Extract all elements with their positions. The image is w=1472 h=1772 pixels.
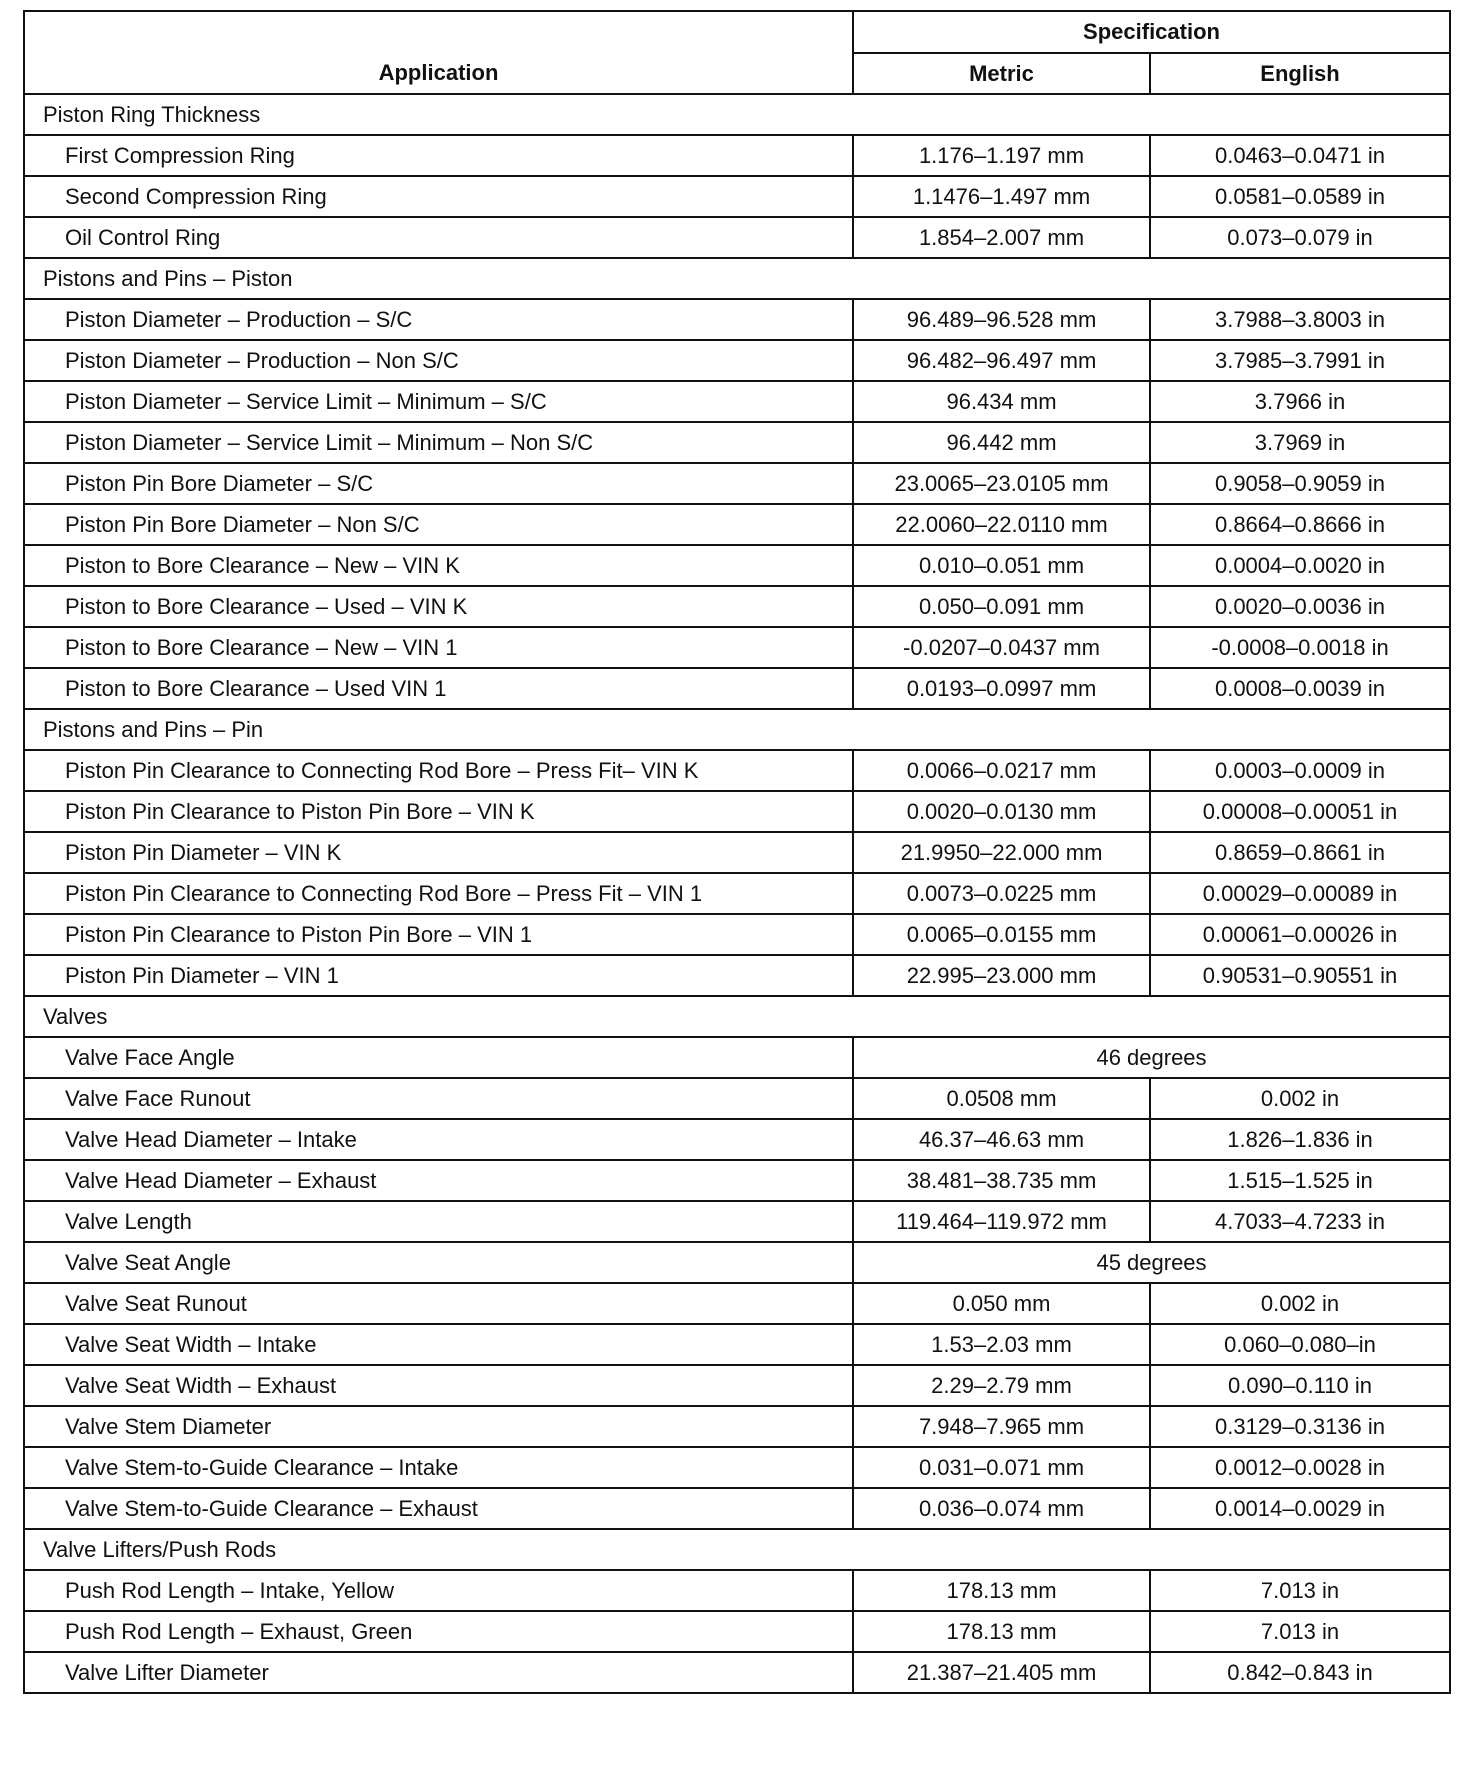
- application-column-header: Application: [24, 11, 853, 94]
- application-cell: First Compression Ring: [24, 135, 853, 176]
- table-row: [24, 627, 1450, 668]
- application-cell: Piston to Bore Clearance – New – VIN 1: [24, 627, 853, 668]
- metric-cell: 23.0065–23.0105 mm: [853, 463, 1150, 504]
- english-cell: 4.7033–4.7233 in: [1150, 1201, 1450, 1242]
- application-cell: Push Rod Length – Intake, Yellow: [24, 1570, 853, 1611]
- application-cell: Piston Pin Clearance to Connecting Rod Bore – Press Fit – VIN 1: [24, 873, 853, 914]
- combined-spec-cell: 46 degrees: [853, 1037, 1450, 1078]
- english-cell: 0.060–0.080–in: [1150, 1324, 1450, 1365]
- application-cell: Valve Stem Diameter: [24, 1406, 853, 1447]
- table-row: [24, 1570, 1450, 1611]
- metric-cell: 22.0060–22.0110 mm: [853, 504, 1150, 545]
- metric-cell: 22.995–23.000 mm: [853, 955, 1150, 996]
- table-row: [24, 586, 1450, 627]
- table-row: [24, 1078, 1450, 1119]
- english-cell: 0.0004–0.0020 in: [1150, 545, 1450, 586]
- metric-cell: 119.464–119.972 mm: [853, 1201, 1150, 1242]
- table-row: [24, 463, 1450, 504]
- application-cell: Valve Seat Angle: [24, 1242, 853, 1283]
- application-cell: Valve Seat Width – Exhaust: [24, 1365, 853, 1406]
- english-cell: 3.7985–3.7991 in: [1150, 340, 1450, 381]
- application-cell: Valve Head Diameter – Exhaust: [24, 1160, 853, 1201]
- section-title: Pistons and Pins – Pin: [24, 709, 1450, 750]
- table-row: [24, 340, 1450, 381]
- metric-cell: 0.0073–0.0225 mm: [853, 873, 1150, 914]
- english-cell: 1.515–1.525 in: [1150, 1160, 1450, 1201]
- english-cell: -0.0008–0.0018 in: [1150, 627, 1450, 668]
- application-cell: Piston Pin Clearance to Piston Pin Bore – VIN 1: [24, 914, 853, 955]
- table-row: [24, 955, 1450, 996]
- english-cell: 0.090–0.110 in: [1150, 1365, 1450, 1406]
- table-row: [24, 1406, 1450, 1447]
- metric-cell: 38.481–38.735 mm: [853, 1160, 1150, 1201]
- table-row: [24, 1488, 1450, 1529]
- table-row: [24, 1160, 1450, 1201]
- application-cell: Piston Pin Clearance to Piston Pin Bore – VIN K: [24, 791, 853, 832]
- english-cell: 0.8664–0.8666 in: [1150, 504, 1450, 545]
- application-cell: Push Rod Length – Exhaust, Green: [24, 1611, 853, 1652]
- metric-cell: 7.948–7.965 mm: [853, 1406, 1150, 1447]
- metric-cell: 0.050 mm: [853, 1283, 1150, 1324]
- english-cell: 0.0020–0.0036 in: [1150, 586, 1450, 627]
- english-cell: 0.8659–0.8661 in: [1150, 832, 1450, 873]
- section-title: Piston Ring Thickness: [24, 94, 1450, 135]
- table-row: [24, 873, 1450, 914]
- table-body: [24, 94, 1450, 1693]
- application-cell: Valve Stem-to-Guide Clearance – Exhaust: [24, 1488, 853, 1529]
- section-title: Pistons and Pins – Piston: [24, 258, 1450, 299]
- header-row-top: [24, 11, 1450, 53]
- english-cell: 0.9058–0.9059 in: [1150, 463, 1450, 504]
- section-row: [24, 996, 1450, 1037]
- application-cell: Valve Seat Width – Intake: [24, 1324, 853, 1365]
- table-row: [24, 832, 1450, 873]
- application-cell: Piston Pin Bore Diameter – S/C: [24, 463, 853, 504]
- section-title: Valve Lifters/Push Rods: [24, 1529, 1450, 1570]
- english-cell: 0.002 in: [1150, 1283, 1450, 1324]
- application-cell: Valve Head Diameter – Intake: [24, 1119, 853, 1160]
- table-row: [24, 1242, 1450, 1283]
- table-row: [24, 1037, 1450, 1078]
- metric-cell: 0.0193–0.0997 mm: [853, 668, 1150, 709]
- english-cell: 0.073–0.079 in: [1150, 217, 1450, 258]
- table-row: [24, 217, 1450, 258]
- metric-cell: 96.489–96.528 mm: [853, 299, 1150, 340]
- application-cell: Second Compression Ring: [24, 176, 853, 217]
- metric-cell: 21.9950–22.000 mm: [853, 832, 1150, 873]
- english-cell: 0.0014–0.0029 in: [1150, 1488, 1450, 1529]
- metric-column-header: Metric: [853, 53, 1150, 94]
- application-cell: Oil Control Ring: [24, 217, 853, 258]
- english-column-header: English: [1150, 53, 1450, 94]
- application-cell: Piston Pin Bore Diameter – Non S/C: [24, 504, 853, 545]
- section-row: [24, 1529, 1450, 1570]
- application-cell: Piston to Bore Clearance – New – VIN K: [24, 545, 853, 586]
- table-row: [24, 504, 1450, 545]
- application-cell: Valve Lifter Diameter: [24, 1652, 853, 1693]
- english-cell: 0.002 in: [1150, 1078, 1450, 1119]
- metric-cell: 0.036–0.074 mm: [853, 1488, 1150, 1529]
- application-cell: Valve Face Angle: [24, 1037, 853, 1078]
- metric-cell: 0.050–0.091 mm: [853, 586, 1150, 627]
- application-cell: Piston Diameter – Service Limit – Minimum – S/C: [24, 381, 853, 422]
- metric-cell: 0.031–0.071 mm: [853, 1447, 1150, 1488]
- metric-cell: 1.854–2.007 mm: [853, 217, 1150, 258]
- section-row: [24, 258, 1450, 299]
- metric-cell: 0.0065–0.0155 mm: [853, 914, 1150, 955]
- english-cell: 0.00061–0.00026 in: [1150, 914, 1450, 955]
- metric-cell: 96.482–96.497 mm: [853, 340, 1150, 381]
- section-row: [24, 709, 1450, 750]
- table-row: [24, 422, 1450, 463]
- table-row: [24, 545, 1450, 586]
- table-row: [24, 1652, 1450, 1693]
- metric-cell: 2.29–2.79 mm: [853, 1365, 1150, 1406]
- english-cell: 0.0003–0.0009 in: [1150, 750, 1450, 791]
- table-row: [24, 1201, 1450, 1242]
- table-row: [24, 1283, 1450, 1324]
- table-row: [24, 791, 1450, 832]
- table-row: [24, 914, 1450, 955]
- table-row: [24, 668, 1450, 709]
- metric-cell: 0.0066–0.0217 mm: [853, 750, 1150, 791]
- english-cell: 0.00029–0.00089 in: [1150, 873, 1450, 914]
- english-cell: 0.90531–0.90551 in: [1150, 955, 1450, 996]
- metric-cell: 21.387–21.405 mm: [853, 1652, 1150, 1693]
- english-cell: 3.7988–3.8003 in: [1150, 299, 1450, 340]
- table-row: [24, 1365, 1450, 1406]
- metric-cell: 96.434 mm: [853, 381, 1150, 422]
- application-cell: Piston Diameter – Service Limit – Minimum – Non S/C: [24, 422, 853, 463]
- english-cell: 0.00008–0.00051 in: [1150, 791, 1450, 832]
- metric-cell: 1.176–1.197 mm: [853, 135, 1150, 176]
- table-row: [24, 176, 1450, 217]
- metric-cell: 1.1476–1.497 mm: [853, 176, 1150, 217]
- section-title: Valves: [24, 996, 1450, 1037]
- application-cell: Piston Pin Diameter – VIN K: [24, 832, 853, 873]
- table-row: [24, 1611, 1450, 1652]
- english-cell: 3.7966 in: [1150, 381, 1450, 422]
- metric-cell: -0.0207–0.0437 mm: [853, 627, 1150, 668]
- metric-cell: 96.442 mm: [853, 422, 1150, 463]
- application-cell: Piston Pin Clearance to Connecting Rod Bore – Press Fit– VIN K: [24, 750, 853, 791]
- section-row: [24, 94, 1450, 135]
- table-row: [24, 381, 1450, 422]
- english-cell: 0.0463–0.0471 in: [1150, 135, 1450, 176]
- table-row: [24, 135, 1450, 176]
- application-cell: Valve Seat Runout: [24, 1283, 853, 1324]
- application-cell: Valve Length: [24, 1201, 853, 1242]
- application-cell: Piston Pin Diameter – VIN 1: [24, 955, 853, 996]
- table-row: [24, 1119, 1450, 1160]
- metric-cell: 0.0020–0.0130 mm: [853, 791, 1150, 832]
- table-row: [24, 1447, 1450, 1488]
- table-row: [24, 1324, 1450, 1365]
- application-cell: Piston Diameter – Production – S/C: [24, 299, 853, 340]
- table-row: [24, 299, 1450, 340]
- application-cell: Piston Diameter – Production – Non S/C: [24, 340, 853, 381]
- application-cell: Piston to Bore Clearance – Used – VIN K: [24, 586, 853, 627]
- english-cell: 7.013 in: [1150, 1570, 1450, 1611]
- english-cell: 0.3129–0.3136 in: [1150, 1406, 1450, 1447]
- english-cell: 0.0581–0.0589 in: [1150, 176, 1450, 217]
- combined-spec-cell: 45 degrees: [853, 1242, 1450, 1283]
- application-cell: Valve Stem-to-Guide Clearance – Intake: [24, 1447, 853, 1488]
- english-cell: 0.0008–0.0039 in: [1150, 668, 1450, 709]
- metric-cell: 0.0508 mm: [853, 1078, 1150, 1119]
- metric-cell: 1.53–2.03 mm: [853, 1324, 1150, 1365]
- application-cell: Valve Face Runout: [24, 1078, 853, 1119]
- specification-column-header: Specification: [853, 11, 1450, 53]
- metric-cell: 178.13 mm: [853, 1570, 1150, 1611]
- english-cell: 0.842–0.843 in: [1150, 1652, 1450, 1693]
- metric-cell: 178.13 mm: [853, 1611, 1150, 1652]
- english-cell: 1.826–1.836 in: [1150, 1119, 1450, 1160]
- english-cell: 0.0012–0.0028 in: [1150, 1447, 1450, 1488]
- specification-table: [23, 10, 1451, 1694]
- english-cell: 3.7969 in: [1150, 422, 1450, 463]
- metric-cell: 0.010–0.051 mm: [853, 545, 1150, 586]
- table-row: [24, 750, 1450, 791]
- english-cell: 7.013 in: [1150, 1611, 1450, 1652]
- application-cell: Piston to Bore Clearance – Used VIN 1: [24, 668, 853, 709]
- metric-cell: 46.37–46.63 mm: [853, 1119, 1150, 1160]
- table-header: [24, 11, 1450, 94]
